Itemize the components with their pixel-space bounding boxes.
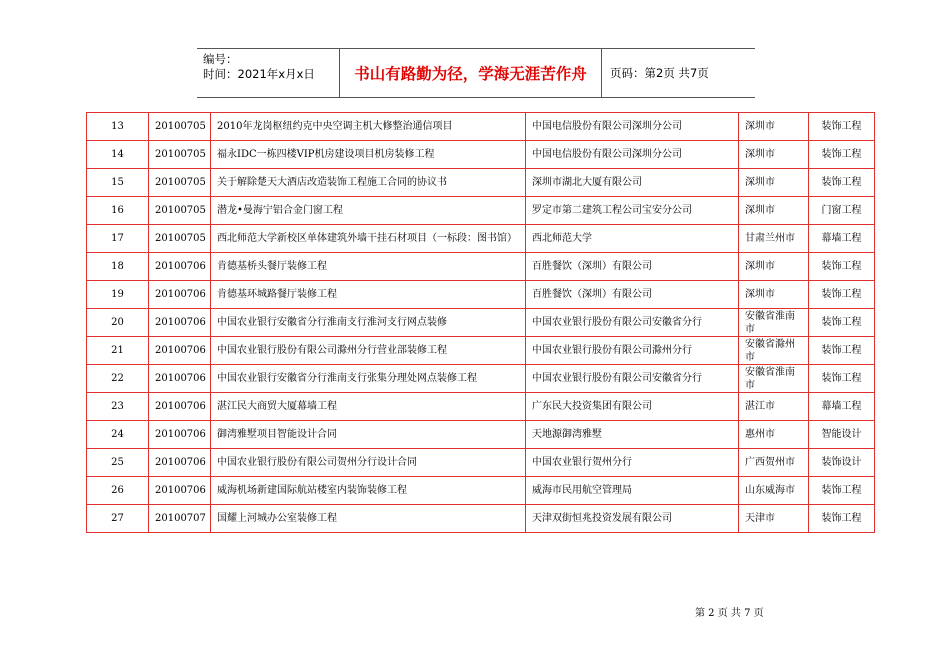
cell-date: 20100706 bbox=[149, 365, 211, 393]
time-label: 时间：2021年x月x日 bbox=[203, 67, 315, 81]
cell-client: 百胜餐饮（深圳）有限公司 bbox=[526, 253, 739, 281]
cell-client: 威海市民用航空管理局 bbox=[526, 477, 739, 505]
table-row bbox=[87, 477, 875, 505]
cell-region: 深圳市 bbox=[739, 169, 809, 197]
cell-number: 15 bbox=[87, 169, 149, 197]
cell-number: 18 bbox=[87, 253, 149, 281]
cell-date: 20100705 bbox=[149, 225, 211, 253]
cell-type: 装饰工程 bbox=[809, 253, 875, 281]
cell-date: 20100705 bbox=[149, 169, 211, 197]
cell-client: 深圳市湖北大厦有限公司 bbox=[526, 169, 739, 197]
table-row bbox=[87, 141, 875, 169]
cell-date: 20100707 bbox=[149, 505, 211, 533]
cell-number: 25 bbox=[87, 449, 149, 477]
cell-region: 安徽省淮南市 bbox=[739, 365, 809, 393]
cell-project-name: 福永IDC一栋四楼VIP机房建设项目机房装修工程 bbox=[211, 141, 526, 169]
cell-type: 装饰工程 bbox=[809, 281, 875, 309]
cell-region: 山东威海市 bbox=[739, 477, 809, 505]
cell-client: 天地源御湾雅墅 bbox=[526, 421, 739, 449]
table-row bbox=[87, 197, 875, 225]
cell-date: 20100706 bbox=[149, 421, 211, 449]
cell-type: 装饰工程 bbox=[809, 337, 875, 365]
cell-type: 幕墙工程 bbox=[809, 225, 875, 253]
header-page-code: 页码：第2页 共7页 bbox=[610, 66, 709, 80]
cell-type: 装饰工程 bbox=[809, 505, 875, 533]
cell-type: 装饰工程 bbox=[809, 169, 875, 197]
cell-number: 13 bbox=[87, 113, 149, 141]
cell-date: 20100706 bbox=[149, 309, 211, 337]
cell-type: 装饰工程 bbox=[809, 365, 875, 393]
table-row bbox=[87, 253, 875, 281]
cell-project-name: 肯德基桥头餐厅装修工程 bbox=[211, 253, 526, 281]
cell-client: 中国农业银行贺州分行 bbox=[526, 449, 739, 477]
cell-type: 幕墙工程 bbox=[809, 393, 875, 421]
cell-project-name: 国耀上河城办公室装修工程 bbox=[211, 505, 526, 533]
header-motto: 书山有路勤为径，学海无涯苦作舟 bbox=[340, 49, 602, 97]
cell-client: 罗定市第二建筑工程公司宝安分公司 bbox=[526, 197, 739, 225]
cell-project-name: 中国农业银行股份有限公司贺州分行设计合同 bbox=[211, 449, 526, 477]
cell-client: 广东民大投资集团有限公司 bbox=[526, 393, 739, 421]
cell-region: 安徽省淮南市 bbox=[739, 309, 809, 337]
cell-type: 装饰工程 bbox=[809, 113, 875, 141]
table-row bbox=[87, 281, 875, 309]
cell-region: 深圳市 bbox=[739, 113, 809, 141]
cell-date: 20100705 bbox=[149, 113, 211, 141]
table-row bbox=[87, 169, 875, 197]
cell-date: 20100705 bbox=[149, 197, 211, 225]
table-row bbox=[87, 113, 875, 141]
cell-number: 17 bbox=[87, 225, 149, 253]
cell-type: 智能设计 bbox=[809, 421, 875, 449]
cell-region: 深圳市 bbox=[739, 197, 809, 225]
cell-project-name: 威海机场新建国际航站楼室内装饰装修工程 bbox=[211, 477, 526, 505]
cell-client: 中国农业银行股份有限公司滁州分行 bbox=[526, 337, 739, 365]
cell-region: 深圳市 bbox=[739, 253, 809, 281]
table-row bbox=[87, 393, 875, 421]
page-header bbox=[197, 48, 755, 98]
cell-project-name: 潜龙•曼海宁铝合金门窗工程 bbox=[211, 197, 526, 225]
cell-region: 深圳市 bbox=[739, 141, 809, 169]
cell-number: 27 bbox=[87, 505, 149, 533]
cell-client: 天津双街恒兆投资发展有限公司 bbox=[526, 505, 739, 533]
cell-date: 20100706 bbox=[149, 337, 211, 365]
cell-number: 19 bbox=[87, 281, 149, 309]
cell-project-name: 中国农业银行安徽省分行淮南支行淮河支行网点装修 bbox=[211, 309, 526, 337]
cell-type: 装饰工程 bbox=[809, 477, 875, 505]
cell-number: 16 bbox=[87, 197, 149, 225]
cell-client: 中国农业银行股份有限公司安徽省分行 bbox=[526, 365, 739, 393]
cell-client: 中国电信股份有限公司深圳分公司 bbox=[526, 141, 739, 169]
header-meta bbox=[197, 49, 340, 97]
cell-project-name: 2010年龙岗枢纽约克中央空调主机大修整治通信项目 bbox=[211, 113, 526, 141]
table-row bbox=[87, 365, 875, 393]
cell-type: 门窗工程 bbox=[809, 197, 875, 225]
cell-date: 20100706 bbox=[149, 449, 211, 477]
number-label: 编号： bbox=[203, 52, 238, 66]
table-row bbox=[87, 449, 875, 477]
cell-type: 装饰设计 bbox=[809, 449, 875, 477]
table-row bbox=[87, 505, 875, 533]
cell-number: 22 bbox=[87, 365, 149, 393]
cell-type: 装饰工程 bbox=[809, 309, 875, 337]
cell-region: 深圳市 bbox=[739, 281, 809, 309]
cell-region: 广西贺州市 bbox=[739, 449, 809, 477]
cell-project-name: 中国农业银行股份有限公司滁州分行营业部装修工程 bbox=[211, 337, 526, 365]
cell-client: 中国农业银行股份有限公司安徽省分行 bbox=[526, 309, 739, 337]
table-row bbox=[87, 337, 875, 365]
cell-number: 26 bbox=[87, 477, 149, 505]
cell-number: 24 bbox=[87, 421, 149, 449]
cell-project-name: 中国农业银行安徽省分行淮南支行张集分理处网点装修工程 bbox=[211, 365, 526, 393]
project-table bbox=[86, 112, 875, 533]
cell-region: 惠州市 bbox=[739, 421, 809, 449]
cell-region: 天津市 bbox=[739, 505, 809, 533]
cell-date: 20100706 bbox=[149, 393, 211, 421]
table-row bbox=[87, 421, 875, 449]
cell-type: 装饰工程 bbox=[809, 141, 875, 169]
cell-date: 20100705 bbox=[149, 141, 211, 169]
cell-number: 23 bbox=[87, 393, 149, 421]
cell-project-name: 肯德基环城路餐厅装修工程 bbox=[211, 281, 526, 309]
cell-number: 20 bbox=[87, 309, 149, 337]
cell-date: 20100706 bbox=[149, 281, 211, 309]
table-row bbox=[87, 309, 875, 337]
page-footer: 第 2 页 共 7 页 bbox=[695, 608, 764, 619]
cell-client: 中国电信股份有限公司深圳分公司 bbox=[526, 113, 739, 141]
table-row bbox=[87, 225, 875, 253]
cell-number: 21 bbox=[87, 337, 149, 365]
cell-client: 西北师范大学 bbox=[526, 225, 739, 253]
cell-project-name: 关于解除楚天大酒店改造装饰工程施工合同的协议书 bbox=[211, 169, 526, 197]
cell-date: 20100706 bbox=[149, 477, 211, 505]
cell-project-name: 御湾雅墅项目智能设计合同 bbox=[211, 421, 526, 449]
cell-project-name: 湛江民大商贸大厦幕墙工程 bbox=[211, 393, 526, 421]
cell-number: 14 bbox=[87, 141, 149, 169]
cell-region: 湛江市 bbox=[739, 393, 809, 421]
cell-region: 甘肃兰州市 bbox=[739, 225, 809, 253]
cell-client: 百胜餐饮（深圳）有限公司 bbox=[526, 281, 739, 309]
project-table-body bbox=[87, 113, 875, 533]
cell-project-name: 西北师范大学新校区单体建筑外墙干挂石材项目（一标段：图书馆） bbox=[211, 225, 526, 253]
cell-region: 安徽省滁州市 bbox=[739, 337, 809, 365]
cell-date: 20100706 bbox=[149, 253, 211, 281]
